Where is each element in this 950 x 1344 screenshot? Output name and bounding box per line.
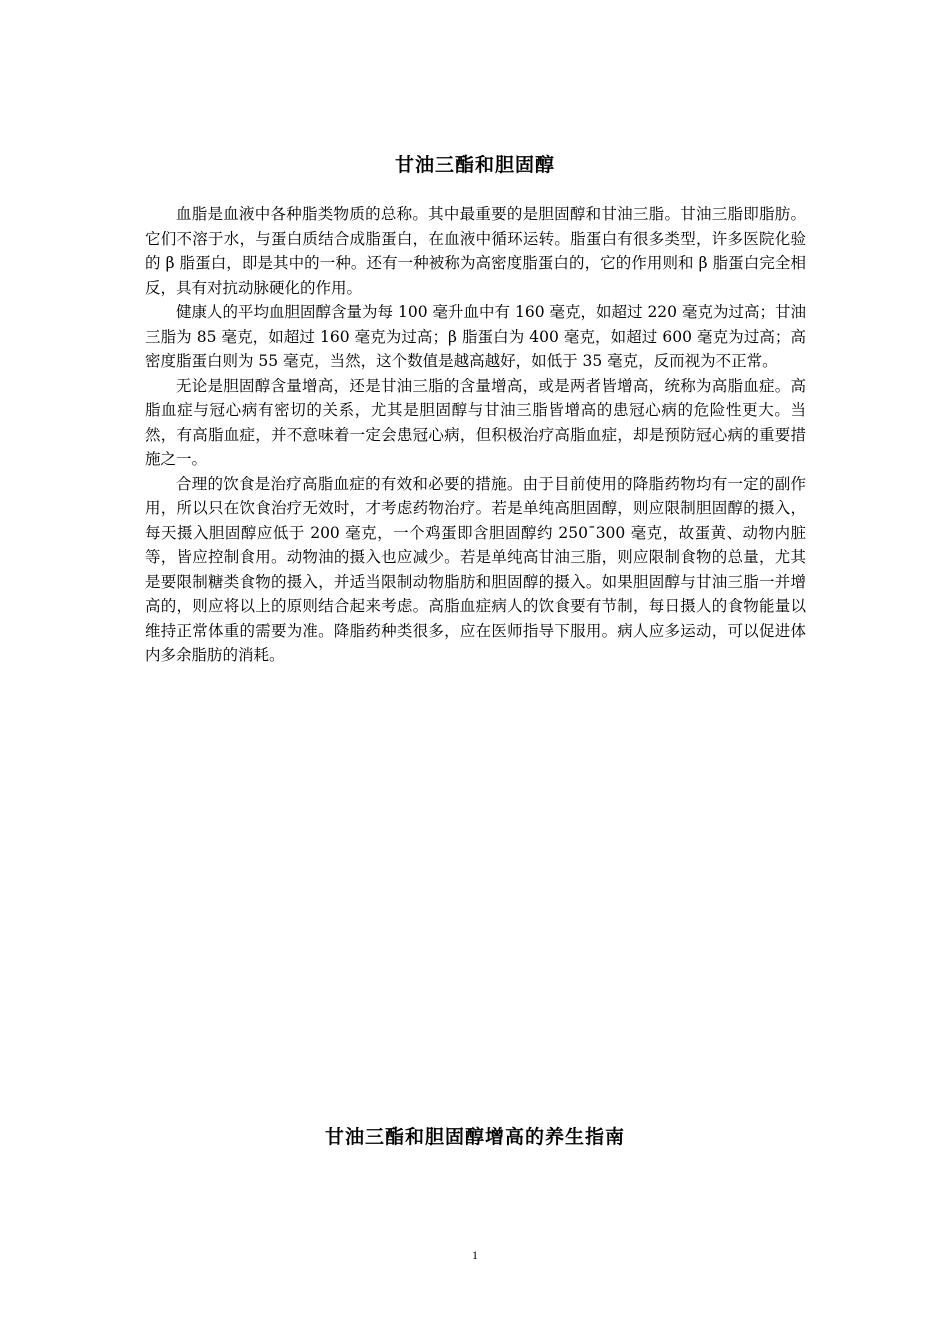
page-number: 1 [472,1248,478,1262]
article-body [145,202,806,668]
paragraph-1: 血脂是血液中各种脂类物质的总称。其中最重要的是胆固醇和甘油三脂。甘油三脂即脂肪。它们不溶于水，与蛋白质结合成脂蛋白，在血液中循环运转。脂蛋白有很多类型，许多医院化验的 β 脂蛋白，即是其中的一种。还有一种被称为高密度脂蛋白的，它的作用则和 β 脂蛋白完全相反，具有对抗动脉硬化的作用。 [145,205,806,297]
paragraph-2: 健康人的平均血胆固醇含量为每 100 毫升血中有 160 毫克，如超过 220 毫克为过高；甘油三脂为 85 毫克，如超过 160 毫克为过高；β 脂蛋白为 400 毫克，如超过 600 毫克为过高；高密度脂蛋白则为 55 毫克，当然，这个数值是越高越好，如低于 35 毫克，反而视为不正常。 [145,303,806,370]
section-heading: 甘油三酯和胆固醇增高的养生指南 [324,1126,625,1148]
paragraph-4: 合理的饮食是治疗高脂血症的有效和必要的措施。由于目前使用的降脂药物均有一定的副作用，所以只在饮食治疗无效时，才考虑药物治疗。若是单纯高胆固醇，则应限制胆固醇的摄入，每天摄入胆固醇应低于 200 毫克，一个鸡蛋即含胆固醇约 250ˉ300 毫克，故蛋黄、动物内脏等，皆应控制食用。动物油的摄入也应减少。若是单纯高甘油三脂，则应限制食物的总量，尤其是要限制糖类食物的摄入，并适当限制动物脂肪和胆固醇的摄入。如果胆固醇与甘油三脂一并增高的，则应将以上的原则结合起来考虑。高脂血症病人的饮食要有节制，每日摄人的食物能量以维持正常体重的需要为准。降脂药种类很多，应在医师指导下服用。病人应多运动，可以促进体内多余脂肪的消耗。 [145,474,806,664]
page-title: 甘油三酯和胆固醇 [394,154,555,176]
paragraph-3: 无论是胆固醇含量增高，还是甘油三脂的含量增高，或是两者皆增高，统称为高脂血症。高脂血症与冠心病有密切的关系，尤其是胆固醇与甘油三脂皆增高的患冠心病的危险性更大。当然，有高脂血症，并不意味着一定会患冠心病，但积极治疗高脂血症，却是预防冠心病的重要措施之一。 [145,376,806,468]
